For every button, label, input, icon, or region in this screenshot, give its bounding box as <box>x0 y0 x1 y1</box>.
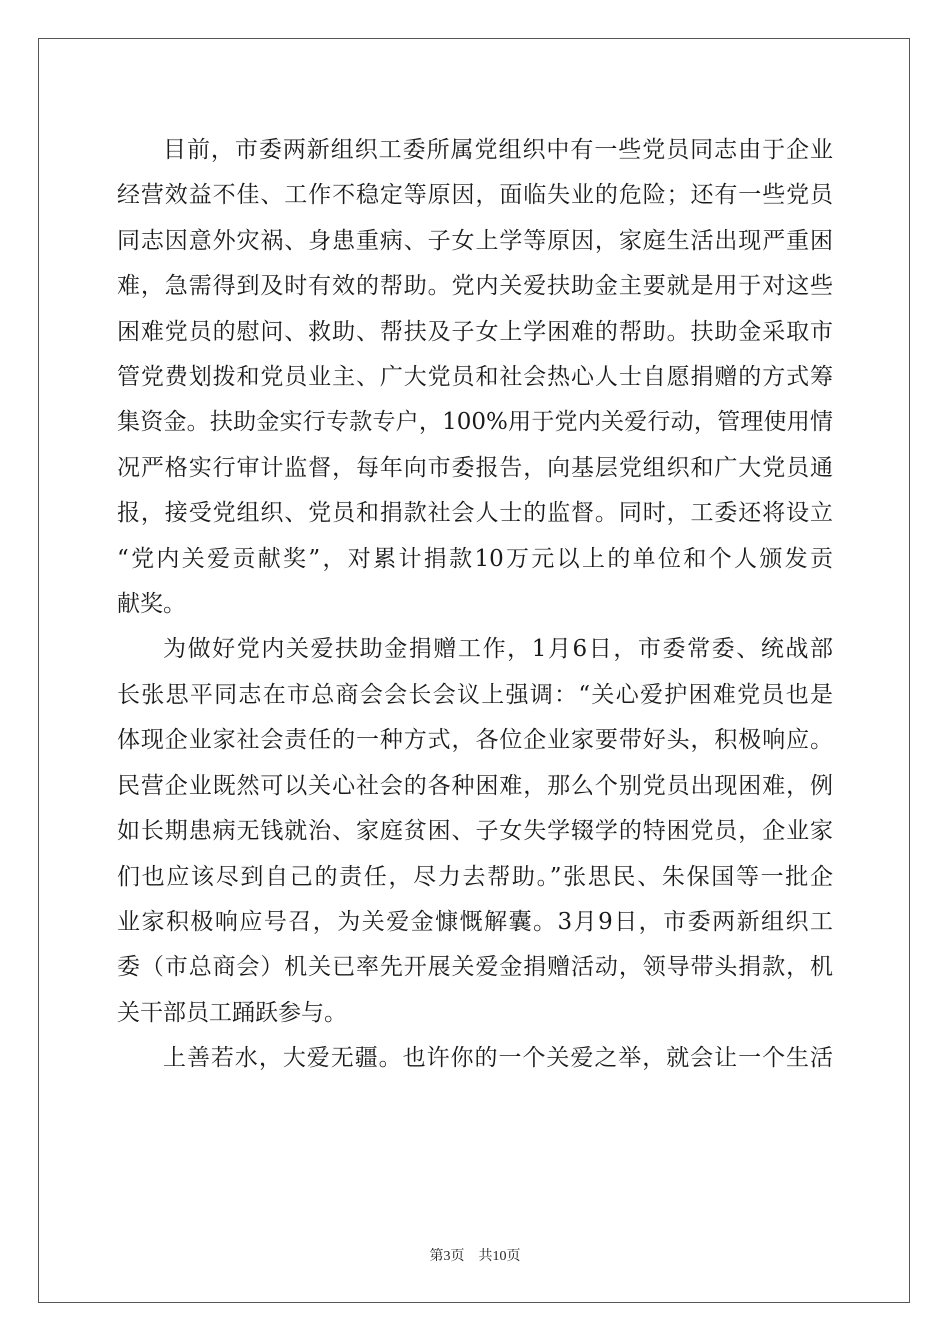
text-line: 困难党员的慰问、救助、帮扶及子女上学困难的帮助。扶助金采取市 <box>117 318 833 345</box>
text-line: 经营效益不佳、工作不稳定等原因，面临失业的危险；还有一些党员 <box>117 182 833 209</box>
page-number: 第3页 <box>429 1249 465 1264</box>
text-line: 委（市总商会）机关已率先开展关爱金捐赠活动，领导带头捐款，机 <box>117 954 833 981</box>
page-total: 共10页 <box>478 1249 521 1264</box>
text-line: 报，接受党组织、党员和捐款社会人士的监督。同时，工委还将设立 <box>117 500 833 527</box>
text-line: 同志因意外灾祸、身患重病、子女上学等原因，家庭生活出现严重困 <box>117 227 833 254</box>
text-line: 为做好党内关爱扶助金捐赠工作，1月6日，市委常委、统战部 <box>163 636 833 663</box>
text-line: 如长期患病无钱就治、家庭贫困、子女失学辍学的特困党员，企业家 <box>117 818 833 845</box>
text-line: 体现企业家社会责任的一种方式，各位企业家要带好头，积极响应。 <box>117 727 833 754</box>
text-line: 上善若水，大爱无疆。也许你的一个关爱之举，就会让一个生活 <box>163 1045 833 1072</box>
text-line: 长张思平同志在市总商会会长会议上强调：“关心爱护困难党员也是 <box>117 681 833 708</box>
text-line: 业家积极响应号召，为关爱金慷慨解囊。3月9日，市委两新组织工 <box>117 908 833 935</box>
paragraph-2 <box>117 627 833 1036</box>
text-line: 献奖。 <box>117 591 186 618</box>
paragraph-3 <box>117 1036 833 1081</box>
document-body <box>117 128 833 1082</box>
page-footer <box>0 1245 950 1265</box>
text-line: 目前，市委两新组织工委所属党组织中有一些党员同志由于企业 <box>163 137 833 163</box>
text-line: 们也应该尽到自己的责任，尽力去帮助。”张思民、朱保国等一批企 <box>117 863 833 890</box>
text-line: 难，急需得到及时有效的帮助。党内关爱扶助金主要就是用于对这些 <box>117 273 833 300</box>
text-line: 民营企业既然可以关心社会的各种困难，那么个别党员出现困难，例 <box>117 772 833 799</box>
text-line: 况严格实行审计监督，每年向市委报告，向基层党组织和广大党员通 <box>117 454 833 481</box>
paragraph-1 <box>117 128 833 627</box>
text-line: 集资金。扶助金实行专款专户，100%用于党内关爱行动，管理使用情 <box>117 409 833 436</box>
text-line: 关干部员工踊跃参与。 <box>117 999 347 1026</box>
text-line: “党内关爱贡献奖”，对累计捐款10万元以上的单位和个人颁发贡 <box>117 545 833 572</box>
text-line: 管党费划拨和党员业主、广大党员和社会热心人士自愿捐赠的方式筹 <box>117 364 833 391</box>
